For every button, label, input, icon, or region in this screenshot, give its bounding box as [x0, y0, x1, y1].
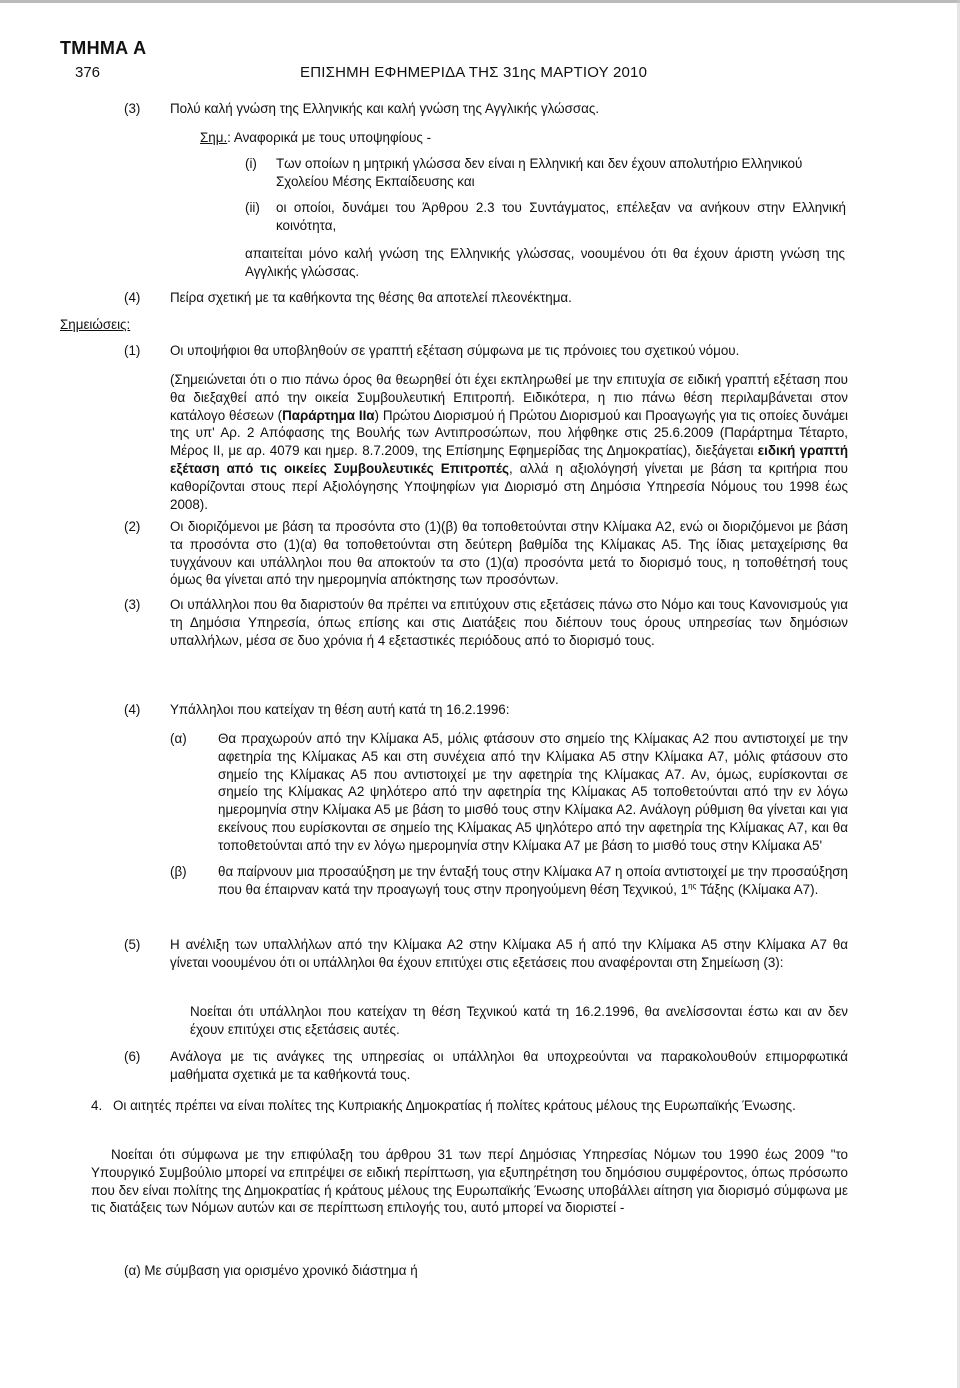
note-text: Οι διοριζόμενοι με βάση τα προσόντα στο (1)(β) θα τοποθετούνται στην Κλίμακα Α2, ενώ οι διοριζόμενοι με βάση τα προσόντα στο (1)(α) θα τοποθετούνται στη δεύτερη βαθμίδα της Κλίμακας Α5. Της ίδιας μεταχείρισης θα τυγχάνουν και υπάλληλοι που θα αποκτούν τα στο (1)(α) προσόντα μετά το διορισμό τους, η τοποθέτησή τους όμως θα γίνεται από την ημερομηνία απόκτησης των προσόντων.	[170, 519, 848, 588]
notes-heading: Σημειώσεις:	[60, 317, 131, 332]
note-line	[200, 129, 850, 147]
text-run: (Σημειώνεται ότι ο πιο πάνω όρος θα θεωρηθεί ότι έχει εκπληρωθεί με την επιτυχία σε ειδική γραπτή εξέταση που θα διεξαχθεί από την οικεία Συμβουλευτική Επιτροπή. Ειδικότερα, η πιο πάνω θέση περιλαμβάνεται στον κατάλογο θέσεων (	[170, 372, 848, 423]
note-paragraph	[170, 371, 848, 514]
requirement-clause: απαιτείται μόνο καλή γνώση της Ελληνικής γλώσσας, νοουμένου ότι θα έχουν άριστη γνώση της Αγγλικής γλώσσας.	[245, 246, 845, 280]
note-number: (4)	[124, 702, 141, 717]
page-number: 376	[75, 64, 101, 81]
paragraph-text: Οι αιτητές πρέπει να είναι πολίτες της Κυπριακής Δημοκρατίας ή πολίτες κράτους μέλους της Ευρωπαϊκής Ένωσης.	[113, 1098, 796, 1113]
note-text: Ανάλογα με τις ανάγκες της υπηρεσίας οι υπάλληλοι θα υποχρεούνται να παρακολουθούν επιμορφωτικά μαθήματα σχετικά με τα καθήκοντά τους.	[170, 1049, 848, 1082]
text-run: Τάξης (Κλίμακα Α7).	[696, 881, 819, 897]
note-number: (6)	[124, 1049, 141, 1064]
note-text: Οι υποψήφιοι θα υποβληθούν σε γραπτή εξέταση σύμφωνα με τις πρόνοιες του σχετικού νόμου.	[170, 343, 740, 358]
requirement-text: Πολύ καλή γνώση της Ελληνικής και καλή γνώση της Αγγλικής γλώσσας.	[170, 101, 600, 116]
subitem-text: Των οποίων η μητρική γλώσσα δεν είναι η Ελληνική και δεν έχουν απολυτήριο Ελληνικού Σχολείου Μέσης Εκπαίδευσης και	[276, 156, 803, 190]
subitem-text	[218, 863, 848, 899]
note-text: Η ανέλιξη των υπαλλήλων από την Κλίμακα Α2 στην Κλίμακα Α5 ή από την Κλίμακα Α5 στην Κλίμακα Α7 θα γίνεται νοουμένου ότι οι υπάλληλοι θα έχουν επιτύχει στις εξετάσεις που αναφέρονται στη Σημείωση (3):	[170, 937, 848, 970]
note-number: (5)	[124, 937, 141, 952]
note-proviso: Νοείται ότι υπάλληλοι που κατείχαν τη θέση Τεχνικού κατά τη 16.2.1996, θα ανελίσσονται έστω και αν δεν έχουν επιτύχει στις εξετάσεις αυτές.	[190, 1004, 848, 1037]
bold-run: Παράρτημα IIα	[282, 407, 375, 423]
proviso-paragraph: Νοείται ότι σύμφωνα με την επιφύλαξη του άρθρου 31 των περί Δημόσιας Υπηρεσίας Νόμων του 1990 έως 2009 "το Υπουργικό Συμβούλιο μπορεί να επιτρέψει σε ειδική περίπτωση, για εξυπηρέτηση του δημόσιου συμφέροντος, όπως πρόσωπο που δεν είναι πολίτης της Δημοκρατίας ή κράτους μέλους της Ευρωπαϊκής Ένωσης υποβάλλει αίτηση για διορισμό σύμφωνα με τις διατάξεις των Νόμων αυτών και σε περίπτωση επιλογής του, αυτό μπορεί να διοριστεί -	[91, 1147, 848, 1216]
note-text: : Αναφορικά με τους υποψηφίους -	[227, 130, 432, 145]
note-number: (3)	[124, 597, 141, 612]
text-run: θα παίρνουν μια προσαύξηση με την ένταξή τους στην Κλίμακα Α7 η οποία αντιστοιχεί με την προσαύξηση που θα έπαιρναν κατά την προαγωγή τους στην προηγούμενη θέση Τεχνικού, 1	[218, 864, 848, 897]
subitem-number: (α)	[170, 731, 187, 746]
note-number: (2)	[124, 519, 141, 534]
note-text: Οι υπάλληλοι που θα διαριστούν θα πρέπει να επιτύχουν στις εξετάσεις πάνω στο Νόμο και τους Κανονισμούς για τη Δημόσια Υπηρεσία, όπως επίσης και στις Διατάξεις που διέπουν τους όρους υπηρεσίας των δημόσιων υπαλλήλων, μέσα σε δυο χρόνια ή 4 εξεταστικές περιόδους από το διορισμό τους.	[170, 597, 848, 648]
requirement-text: Πείρα σχετική με τα καθήκοντα της θέσης θα αποτελεί πλεονέκτημα.	[170, 290, 572, 305]
superscript: ης	[688, 881, 697, 891]
subitem-text: οι οποίοι, δυνάμει του Άρθρου 2.3 του Συντάγματος, επέλεξαν να ανήκουν στην Ελληνική κοινότητα,	[276, 200, 846, 234]
subitem-text: Θα πραχωρούν από την Κλίμακα Α5, μόλις φτάσουν στο σημείο της Κλίμακας Α2 που αντιστοιχεί με την αφετηρία της Κλίμακας Α5 και στη συνέχεια από την Κλίμακα Α5 στην Κλίμακα Α7, μόλις φτάσουν στο σημείο της Κλίμακας Α5 που αντιστοιχεί με την αφετηρία της Κλίμακας Α7. Αν, όμως, ευρίσκονται σε σημείο της Κλίμακας Α2 ψηλότερο από την αφετηρία της Κλίμακας Α5 τοποθετούνται από την εν λόγω ημερομηνία στην Κλίμακα Α5 με βάση το μισθό τους στην Κλίμακα Α2. Ανάλογη ρύθμιση θα γίνεται και για εκείνους που ευρίσκονται σε σημείο της Κλίμακας Α5 ψηλότερο από την αφετηρία της Κλίμακας Α7, και θα τοποθετούνται από την εν λόγω ημερομηνία στην Κλίμακα Α7 με βάση το μισθό τους στην Κλίμακα Α5'	[218, 731, 848, 853]
subitem-number: (β)	[170, 864, 187, 879]
subitem-number: (ii)	[245, 200, 260, 215]
subitem-number: (i)	[245, 156, 257, 171]
bold-run: ειδική γραπτή εξέταση από τις οικείες Συμβουλευτικές Επιτροπές	[170, 443, 849, 477]
item-number: (3)	[124, 101, 141, 116]
note-text: Υπάλληλοι που κατείχαν τη θέση αυτή κατά τη 16.2.1996:	[170, 702, 510, 717]
paragraph-number: 4.	[91, 1098, 103, 1113]
journal-title: ΕΠΙΣΗΜΗ ΕΦΗΜΕΡΙΔΑ ΤΗΣ 31ης ΜΑΡΤΙΟΥ 2010	[300, 64, 648, 81]
text-run: , αλλά η αξιολόγησή γίνεται με βάση τα κριτήρια που καθορίζονται στους περί Αξιολόγησης Υποψηφίων για Διορισμό στη Δημόσια Υπηρεσία Νόμους του 1998 έως 2008).	[170, 461, 849, 512]
section-heading: ΤΜΗΜΑ Α	[60, 38, 147, 58]
scan-top-edge	[0, 0, 960, 3]
list-item: (α) Με σύμβαση για ορισμένο χρονικό διάστημα ή	[124, 1263, 418, 1278]
note-label: Σημ.	[200, 130, 228, 145]
item-number: (4)	[124, 290, 141, 305]
text-run: ) Πρώτου Διορισμού ή Πρώτου Διορισμού και Προαγωγής για τις οποίες δυνάμει της υπ' Αρ. 2 Απόφασης της Βουλής των Αντιπροσώπων, που λήφθηκε στις 25.6.2009 (Παράρτημα Τέταρτο, Μέρος ΙΙ, με αρ. 4079 και ημερ. 8.7.2009, της Επίσημης Εφημερίδας της Δημοκρατίας), διεξάγεται	[170, 407, 848, 459]
note-number: (1)	[124, 343, 141, 358]
